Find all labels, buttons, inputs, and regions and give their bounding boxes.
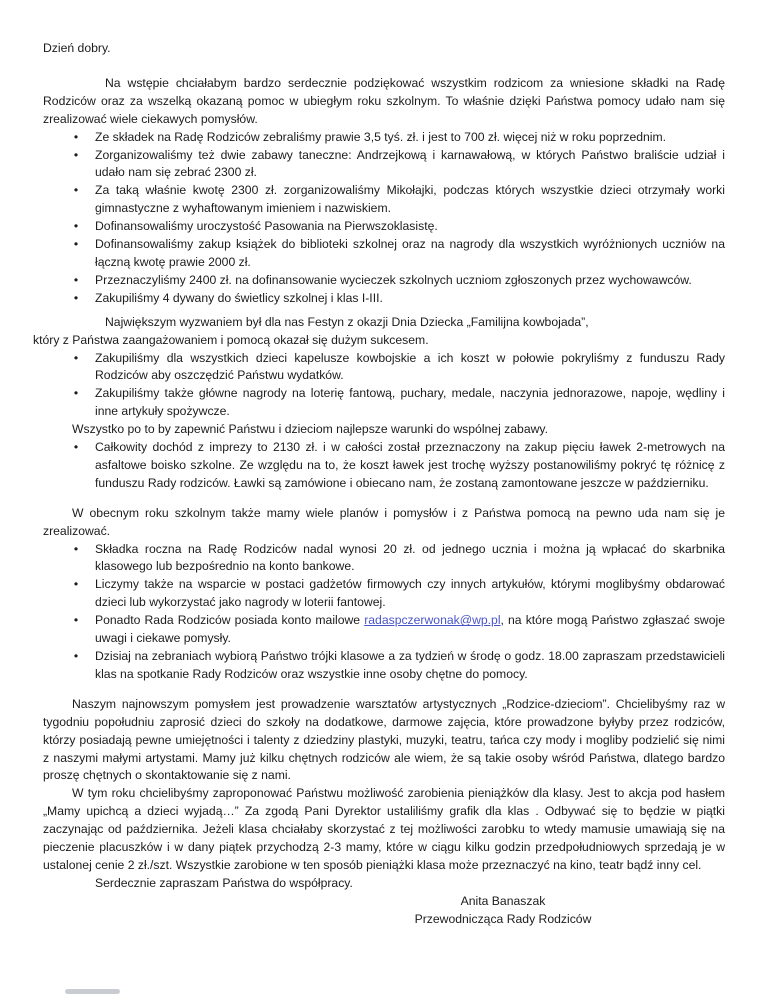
list-item [43, 439, 725, 493]
list-item [43, 350, 725, 386]
bullet-icon [70, 612, 82, 630]
bullet-icon [70, 147, 82, 165]
list-item-text: Całkowity dochód z imprezy to 2130 zł. i w całości został przeznaczony na zakup pięciu ławek 2-metrowych na asfaltowe boisko szkolne. Ze względu na to, że koszt ławek jest trochę wyższy postanowiliśmy pokryć tę różnicę z funduszu Rady rodziców. Ławki są zamówione i obiecano nam, że zostaną zamontowane jeszcze w październiku. [95, 440, 725, 490]
list-item [43, 236, 725, 272]
list-item [43, 576, 725, 612]
list-item-text: Dofinansowaliśmy uroczystość Pasowania na Pierwszoklasistę. [95, 219, 438, 234]
festyn-paragraph-line1: Największym wyzwaniem był dla nas Festyn z okazji Dnia Dziecka „Familijna kowbojada”, [105, 314, 589, 329]
list-item [43, 147, 725, 183]
festyn-income-list [43, 439, 725, 493]
horizontal-scrollbar-thumb[interactable] [65, 989, 120, 994]
workshops-paragraph: Naszym najnowszym pomysłem jest prowadzenie warsztatów artystycznych „Rodzice-dzieciom”. Chcielibyśmy raz w tygodniu popołudniu zaprosić dzieci do szkoły na dodatkowe, darmowe zajęcia, które prowadzone byłyby przez rodziców, którzy posiadają pewne umiejętności i talenty z dziedziny plastyki, muzyki, teatru, tańca czy mody i mogliby podzielić się nimi z naszymi małymi artystami. Mamy już kilku chętnych rodziców ale wiem, że są takie osoby wśród Państwa, dlatego bardzo proszę chętnych o skontaktowanie się z nami. [43, 696, 725, 783]
achievements-list [43, 129, 725, 308]
bullet-icon [70, 182, 82, 200]
bullet-icon [70, 648, 82, 666]
festyn-list [43, 350, 725, 422]
plans-list [43, 541, 725, 684]
bullet-icon [70, 350, 82, 368]
bullet-icon [70, 439, 82, 457]
signature-name: Anita Banaszak [460, 893, 546, 908]
list-item-text: Liczymy także na wsparcie w postaci gadżetów firmowych czy innych artykułów, którymi moglibyśmy obdarować dzieci lub wykorzystać jako nagrody w loterii fantowej. [95, 577, 725, 610]
list-item [43, 612, 725, 648]
festyn-paragraph-line2: który z Państwa zaangażowaniem i pomocą okazał się dużym sukcesem. [33, 332, 429, 347]
intro-paragraph: Na wstępie chciałabym bardzo serdecznie podziękować wszystkim rodzicom za wniesione składki na Radę Rodziców oraz za wszelką okazaną pomoc w ubiegłym roku szkolnym. To właśnie dzięki Państwa pomocy udało nam się zrealizować wiele ciekawych pomysłów. [43, 75, 725, 126]
list-item-text: Zorganizowaliśmy też dwie zabawy taneczne: Andrzejkową i karnawałową, w których Państwo braliście udział i udało nam się zebrać 2300 zł. [95, 147, 725, 180]
list-item [43, 541, 725, 577]
signature-block [313, 893, 693, 929]
list-item-text: Zakupiliśmy 4 dywany do świetlicy szkolnej i klas I-III. [95, 290, 383, 305]
list-item [43, 218, 725, 236]
festyn-note: Wszystko po to by zapewnić Państwu i dzieciom najlepsze warunki do wspólnej zabawy. [72, 422, 548, 437]
bullet-icon [70, 290, 82, 308]
bullet-icon [70, 129, 82, 147]
list-item [43, 182, 725, 218]
list-item-text: Zakupiliśmy także główne nagrody na loterię fantową, puchary, medale, naczynia jednorazowe, napoje, wędliny i inne artykuły spożywcze. [95, 386, 725, 419]
list-item [43, 385, 725, 421]
list-item [43, 129, 725, 147]
bullet-icon [70, 236, 82, 254]
bullet-icon [70, 272, 82, 290]
plans-intro-paragraph: W obecnym roku szkolnym także mamy wiele planów i pomysłów i z Państwa pomocą na pewno uda nam się je zrealizować. [43, 505, 725, 538]
list-item-text: Składka roczna na Radę Rodziców nadal wynosi 20 zł. od jednego ucznia i można ją wpłacać do skarbnika klasowego lub bezpośrednio na konto bankowe. [95, 541, 725, 574]
email-item-post: , na które mogą Państwo zgłaszać swoje uwagi i ciekawe pomysły. [95, 613, 725, 646]
list-item [43, 648, 725, 684]
closing-line: Serdecznie zapraszam Państwa do współpracy. [95, 875, 353, 890]
bullet-icon [70, 218, 82, 236]
bullet-icon [70, 385, 82, 403]
list-item-text: Dofinansowaliśmy zakup książek do biblioteki szkolnej oraz na nagrody dla wszystkich wyróżnionych uczniów na łączną kwotę prawie 2000 zł. [95, 237, 725, 269]
baking-paragraph: W tym roku chcielibyśmy zaproponować Państwu możliwość zarobienia pieniążków dla klasy. Jest to akcja pod hasłem „Mamy upichcą a dzieci wyjadą…” Za zgodą Pani Dyrektor ustaliliśmy grafik dla klas . Odbywać się to będzie w piątki zaczynając od października. Jeżeli klasa chciałaby skorzystać z tej możliwości zarobku to wtedy mamusie umawiają się na pieczenie placuszków i w dany piątek przychodzą 2-3 mamy, które w ciągu kilku godzin przedpołudniowych sprzedają je w ustalonej cenie 2 zł./szt. Wszystkie zarobione w ten sposób pieniążki klasa może przeznaczyć na kino, teatr bądź inny cel. [43, 786, 725, 872]
email-link[interactable]: radaspczerwonak@wp.pl [364, 613, 501, 628]
letter-body [33, 40, 725, 929]
signature-title: Przewodnicząca Rady Rodziców [414, 911, 592, 926]
email-item-pre: Ponadto Rada Rodziców posiada konto mailowe [95, 613, 365, 628]
list-item [43, 272, 725, 290]
list-item [43, 290, 725, 308]
list-item-text: Zakupiliśmy dla wszystkich dzieci kapelusze kowbojskie a ich koszt w połowie pokryliśmy z funduszu Rady Rodziców aby oszczędzić Państwu wydatków. [95, 350, 725, 383]
bullet-icon [70, 541, 82, 559]
list-item-text: Ze składek na Radę Rodziców zebraliśmy prawie 3,5 tyś. zł. i jest to 700 zł. więcej niż w roku poprzednim. [95, 129, 667, 144]
list-item-text: Za taką właśnie kwotę 2300 zł. zorganizowaliśmy Mikołajki, podczas których wszystkie dzieci otrzymały worki gimnastyczne z wyhaftowanym imieniem i nazwiskiem. [95, 183, 725, 216]
list-item-text: Przeznaczyliśmy 2400 zł. na dofinansowanie wycieczek szkolnych uczniom zgłoszonych przez wychowawców. [95, 272, 692, 287]
bullet-icon [70, 576, 82, 594]
list-item-text: Dzisiaj na zebraniach wybiorą Państwo trójki klasowe a za tydzień w środę o godz. 18.00 zapraszam przedstawicieli klas na spotkanie Rady Rodziców oraz wszystkie inne osoby chętne do pomocy. [95, 649, 725, 681]
letter-greeting: Dzień dobry. [43, 41, 111, 55]
